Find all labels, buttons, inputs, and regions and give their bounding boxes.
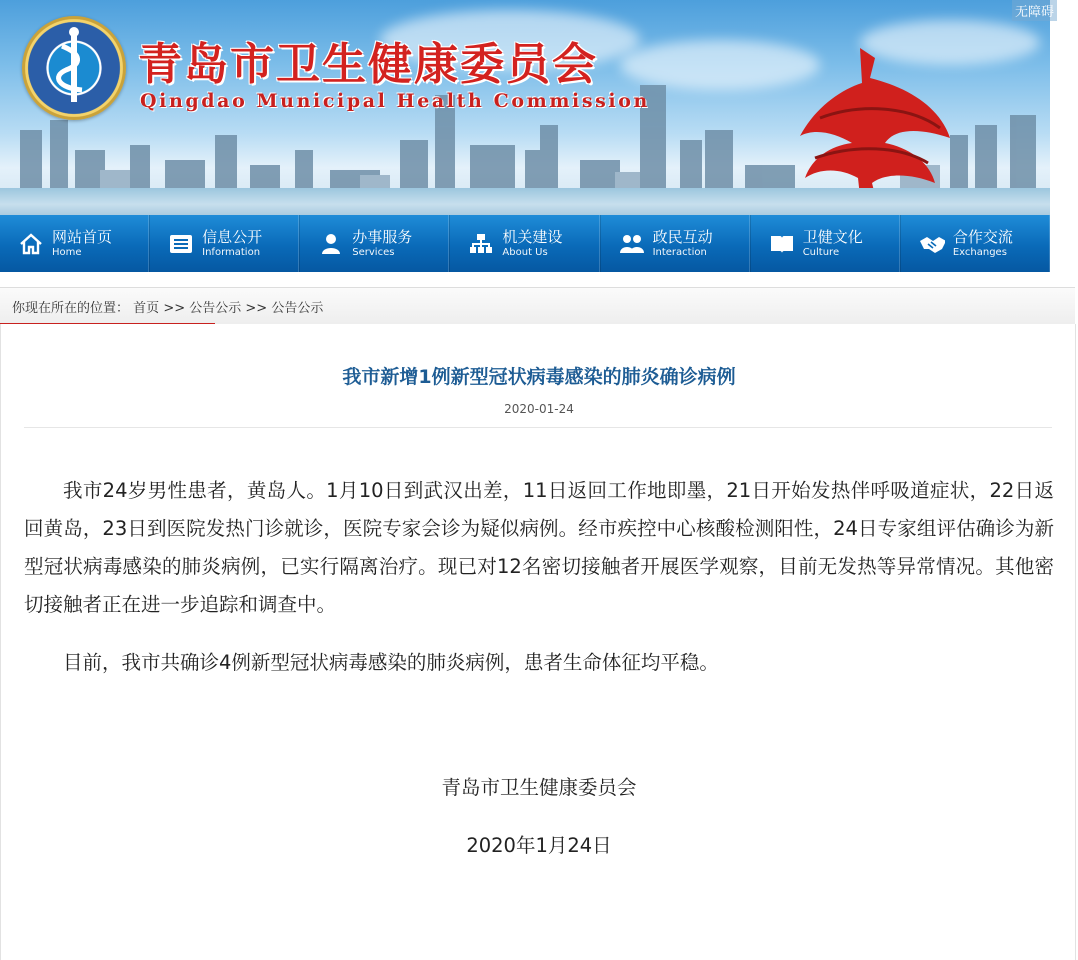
home-icon [18, 231, 44, 257]
site-title-cn: 青岛市卫生健康委员会 [138, 39, 598, 90]
nav-label-cn: 合作交流 [952, 228, 1013, 247]
nav-label-en: Information [202, 246, 261, 258]
nav-label-cn: 政民互动 [652, 228, 713, 247]
nav-label-en: Culture [802, 246, 840, 258]
people-icon [619, 231, 645, 257]
nav-label-cn: 办事服务 [352, 228, 413, 247]
nav-item-interaction[interactable] [600, 215, 750, 272]
water-strip [0, 188, 1050, 215]
list-icon [168, 231, 194, 257]
caduceus-icon [22, 16, 126, 120]
breadcrumb-separator: >> [245, 301, 268, 316]
nav-label-en: Home [52, 246, 82, 258]
article-paragraph: 目前，我市共确诊4例新型冠状病毒感染的肺炎病例，患者生命体征均平稳。 [63, 651, 719, 674]
nav-label-cn: 信息公开 [202, 228, 263, 247]
signature-org: 青岛市卫生健康委员会 [441, 776, 637, 799]
nav-label-cn: 网站首页 [52, 228, 113, 247]
nav-item-exchanges[interactable] [900, 215, 1050, 272]
breadcrumb-separator: >> [163, 301, 186, 316]
nav-label-en: Interaction [652, 246, 707, 258]
nav-item-culture[interactable] [750, 215, 900, 272]
accessibility-link[interactable]: 无障碍 [1012, 0, 1057, 21]
main-nav [0, 215, 1050, 272]
person-icon [318, 231, 344, 257]
header-banner [0, 0, 1050, 215]
article-date: 2020-01-24 [504, 402, 574, 416]
nav-item-information[interactable] [149, 215, 299, 272]
site-title-en: Qingdao Municipal Health Commission [140, 90, 650, 112]
breadcrumb-link[interactable]: 公告公示 [271, 301, 324, 316]
breadcrumb-home-link[interactable]: 首页 [133, 301, 160, 316]
article-title: 我市新增1例新型冠状病毒感染的肺炎确诊病例 [342, 366, 736, 388]
handshake-icon [919, 231, 945, 257]
nav-label-cn: 机关建设 [502, 228, 563, 247]
nav-item-home[interactable] [0, 215, 149, 272]
nav-label-en: Exchanges [952, 246, 1007, 258]
org-chart-icon [468, 231, 494, 257]
book-icon [769, 231, 795, 257]
signature-date: 2020年1月24日 [466, 834, 612, 857]
article-body [24, 472, 1054, 702]
breadcrumb [0, 287, 1075, 325]
nav-item-services[interactable] [299, 215, 449, 272]
article-paragraph: 我市24岁男性患者，黄岛人。1月10日到武汉出差，11日返回工作地即墨，21日开始发热伴呼吸道症状，22日返回黄岛，23日到医院发热门诊就诊，医院专家会诊为疑似病例。经市疾控中心核酸检测阳性，24日专家组评估确诊为新型冠状病毒感染的肺炎病例，已实行隔离治疗。现已对12名密切接触者开展医学观察，目前无发热等异常情况。其他密切接触者正在进一步追踪和调查中。 [24, 479, 1054, 616]
nav-label-cn: 卫健文化 [802, 228, 863, 247]
nav-item-about[interactable] [449, 215, 599, 272]
nav-label-en: Services [352, 246, 395, 258]
breadcrumb-prefix: 你现在所在的位置： [12, 301, 130, 316]
breadcrumb-link[interactable]: 公告公示 [189, 301, 242, 316]
divider [24, 427, 1052, 428]
logo[interactable] [22, 16, 126, 120]
nav-label-en: About Us [502, 246, 548, 258]
